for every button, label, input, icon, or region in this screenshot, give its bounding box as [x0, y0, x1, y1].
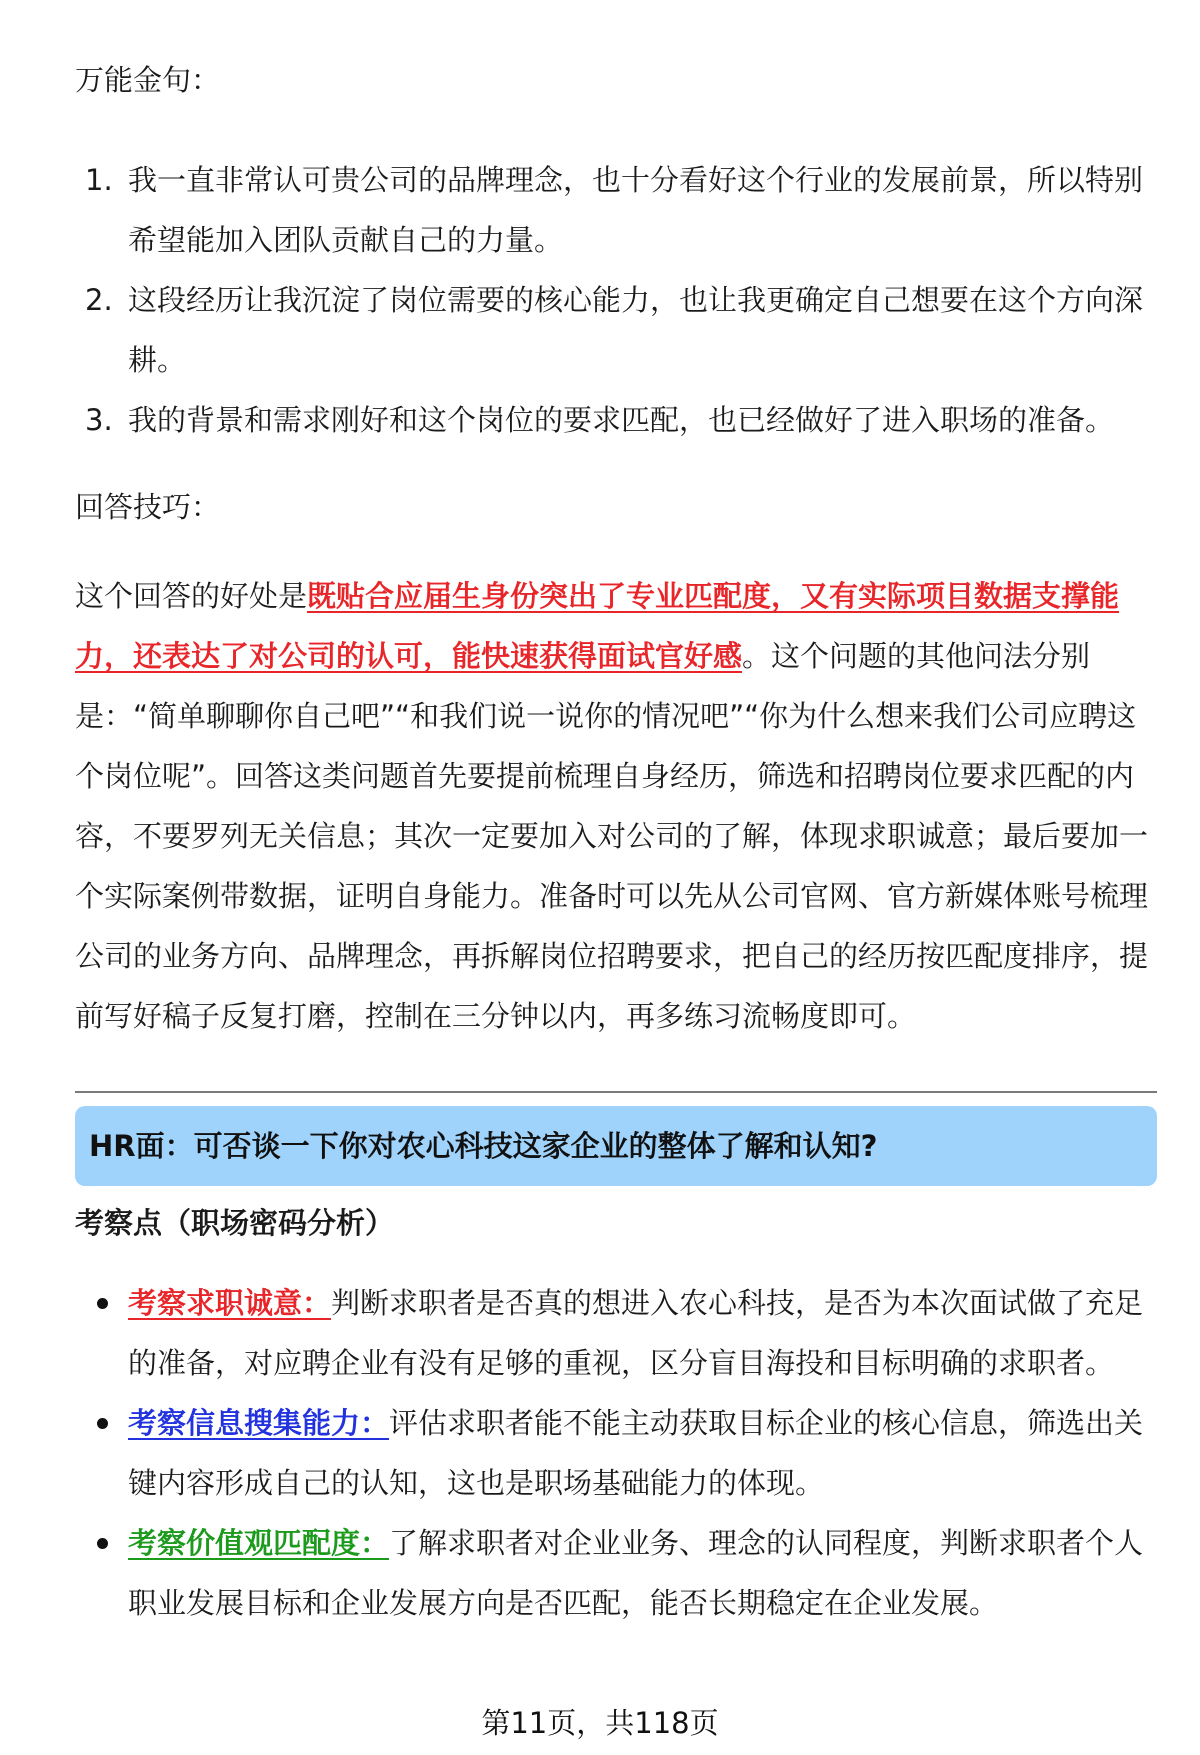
list-item: [75, 150, 1157, 270]
list-item-number: 1.: [85, 163, 113, 197]
question-banner: [75, 1106, 1157, 1186]
paragraph-rest: 。这个问题的其他问法分别是：“简单聊聊你自己吧”“和我们说一说你的情况吧”“你为什么想来我们公司应聘这个岗位呢”。回答这类问题首先要提前梳理自身经历，筛选和招聘岗位要求匹配的内容，不要罗列无关信息；其次一定要加入对公司的了解，体现求职诚意；最后要加一个实际案例带数据，证明自身能力。准备时可以先从公司官网、官方新媒体账号梳理公司的业务方向、品牌理念，再拆解岗位招聘要求，把自己的经历按匹配度排序，提前写好稿子反复打磨，控制在三分钟以内，再多练习流畅度即可。: [75, 639, 1149, 1033]
list-item: [75, 1513, 1157, 1633]
question-title: HR面：可否谈一下你对农心科技这家企业的整体了解和认知?: [89, 1129, 878, 1163]
bullet-icon: [97, 1538, 108, 1549]
section-divider: [75, 1091, 1157, 1093]
page-number: 第11页，共118页: [481, 1706, 719, 1740]
list-item-number: 2.: [85, 283, 113, 317]
list-item-text: 我的背景和需求刚好和这个岗位的要求匹配，也已经做好了进入职场的准备。: [128, 403, 1115, 437]
list-item-text: 我一直非常认可贵公司的品牌理念，也十分看好这个行业的发展前景，所以特别希望能加入团队贡献自己的力量。: [128, 163, 1144, 257]
focus-keyword: 考察求职诚意：: [128, 1286, 332, 1320]
bullet-icon: [97, 1298, 108, 1309]
list-item: [75, 1273, 1157, 1393]
golden-sentences-label: 万能金句：: [75, 63, 221, 97]
golden-sentences-list: [75, 150, 1157, 450]
list-item: [75, 1393, 1157, 1513]
paragraph-intro: 这个回答的好处是: [75, 579, 308, 613]
list-item-text: 这段经历让我沉淀了岗位需要的核心能力，也让我更确定自己想要在这个方向深耕。: [128, 283, 1144, 377]
list-item: [75, 270, 1157, 390]
focus-keyword: 考察价值观匹配度：: [128, 1526, 390, 1560]
list-item: [75, 390, 1157, 450]
focus-keyword: 考察信息搜集能力：: [128, 1406, 390, 1440]
focus-text: 判断求职者是否真的想进入农心科技，是否为本次面试做了充足的准备，对应聘企业有没有足够的重视，区分盲目海投和目标明确的求职者。: [128, 1286, 1144, 1380]
bullet-icon: [97, 1418, 108, 1429]
answer-tips-label: 回答技巧：: [75, 490, 221, 524]
focus-text: 了解求职者对企业业务、理念的认同程度，判断求职者个人职业发展目标和企业发展方向是否匹配，能否长期稳定在企业发展。: [128, 1526, 1144, 1620]
focus-points-title: 考察点（职场密码分析）: [75, 1206, 395, 1240]
answer-tips-paragraph: [75, 566, 1157, 1046]
focus-text: 评估求职者能不能主动获取目标企业的核心信息，筛选出关键内容形成自己的认知，这也是职场基础能力的体现。: [128, 1406, 1144, 1500]
highlighted-text: 既贴合应届生身份突出了专业匹配度，又有实际项目数据支撑能力，还表达了对公司的认可，能快速获得面试官好感: [75, 579, 1120, 673]
focus-points-list: [75, 1273, 1157, 1633]
list-item-number: 3.: [85, 403, 113, 437]
